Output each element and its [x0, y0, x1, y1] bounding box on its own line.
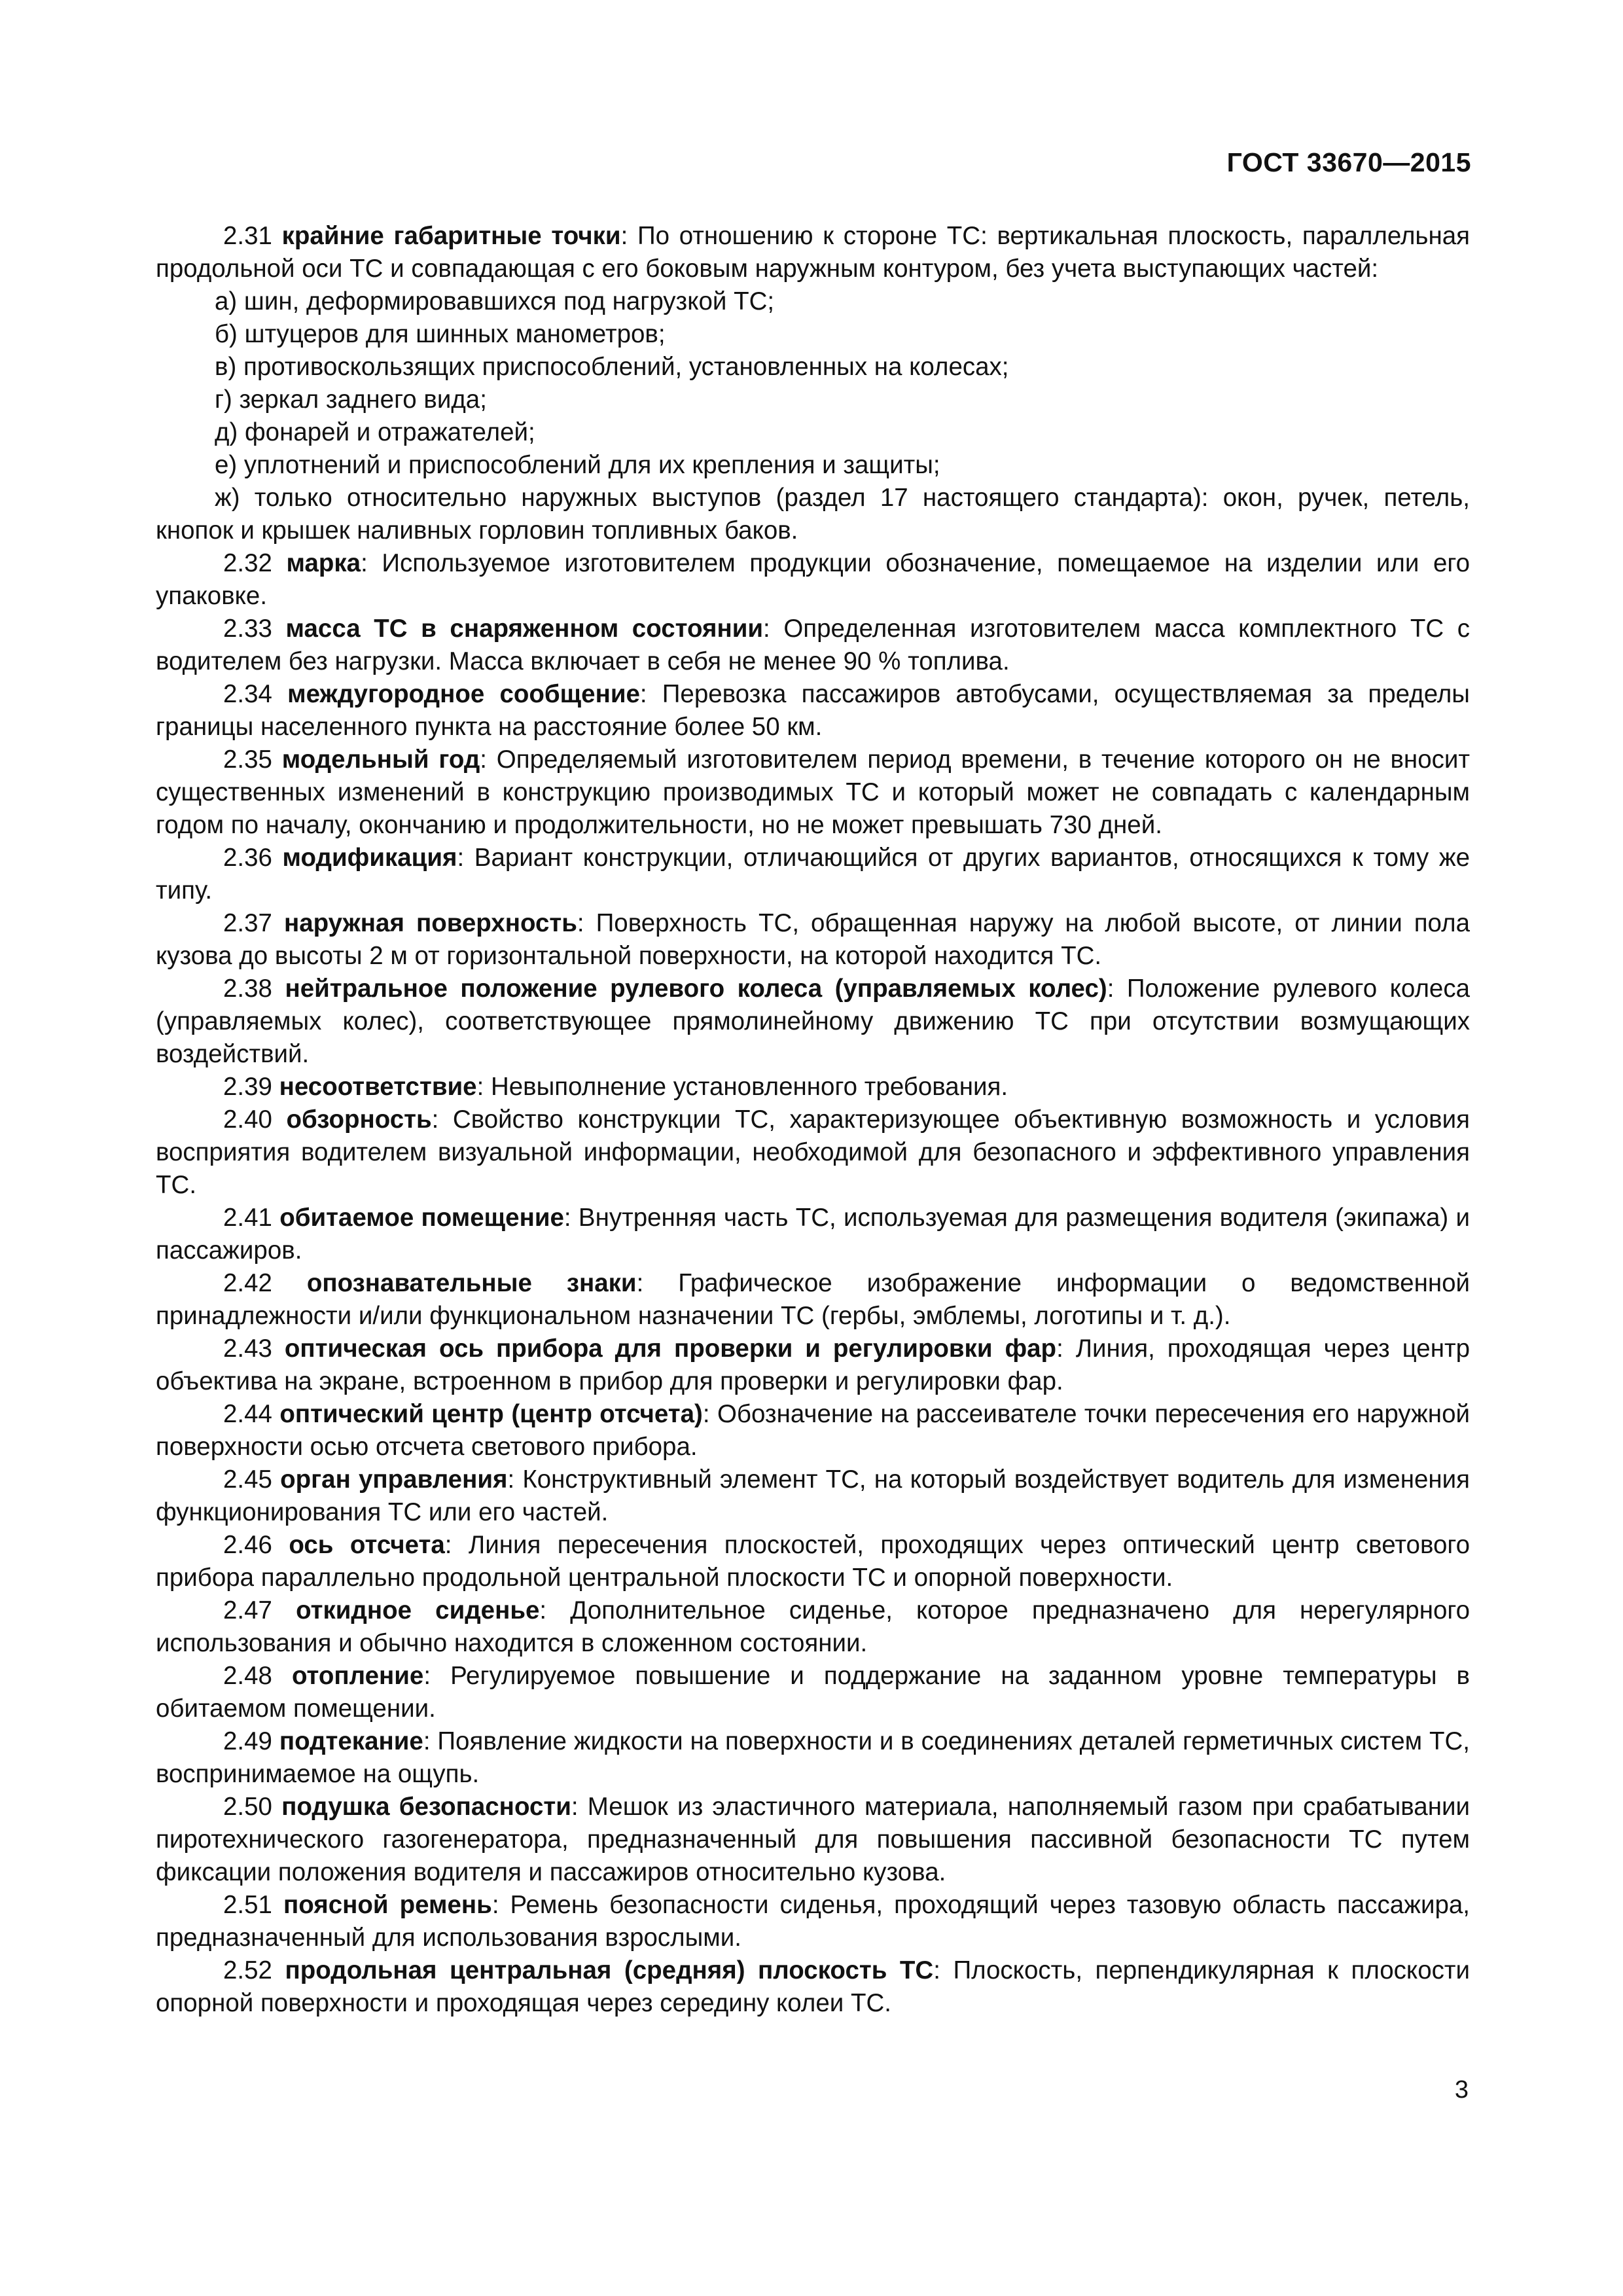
entry-number: 2.38	[223, 975, 272, 1003]
entry-term: опознавательные знаки	[306, 1269, 637, 1297]
entry-number: 2.34	[223, 680, 272, 708]
list-item: ж) только относительно наружных выступов (раздел 17 настоящего стандарта): окон, ручек, петель, кнопок и крышек наливных горловин топливных баков.	[156, 484, 1470, 545]
entry-definition: : Свойство конструкции ТС, характеризующее объективную возможность и условия восприятия водителем визуальной информации, необходимой для безопасного и эффективного управления ТС.	[156, 1105, 1470, 1199]
entry-definition: : Дополнительное сиденье, которое предназначено для нерегулярного использования и обычно находится в сложенном состоянии.	[156, 1596, 1470, 1657]
term-entry	[156, 547, 1470, 613]
entry-term: подтекание	[279, 1727, 423, 1755]
term-entry	[156, 842, 1470, 907]
entry-definition: : Перевозка пассажиров автобусами, осуществляемая за пределы границы населенного пункта на расстояние более 50 км.	[156, 680, 1470, 741]
term-entry	[156, 220, 1470, 285]
list-item: б) штуцеров для шинных манометров;	[215, 320, 666, 348]
entry-term: нейтральное положение рулевого колеса (управляемых колес)	[285, 975, 1107, 1003]
entry-definition: : Внутренняя часть ТС, используемая для размещения водителя (экипажа) и пассажиров.	[156, 1204, 1470, 1265]
list-item: а) шин, деформировавшихся под нагрузкой ТС;	[215, 287, 775, 315]
entry-definition: : Линия пересечения плоскостей, проходящих через оптический центр светового прибора параллельно продольной центральной плоскости ТС и опорной поверхности.	[156, 1531, 1470, 1592]
term-entry	[156, 1529, 1470, 1594]
term-entry	[156, 1267, 1470, 1333]
document-body	[156, 220, 1470, 2020]
term-entry	[156, 1725, 1470, 1791]
document-header: ГОСТ 33670—2015	[1226, 147, 1471, 177]
list-item: в) противоскользящих приспособлений, установленных на колесах;	[215, 353, 1009, 381]
entry-term: марка	[286, 549, 361, 577]
entry-number: 2.48	[223, 1662, 272, 1690]
entry-number: 2.52	[223, 1956, 272, 1984]
term-entry	[156, 678, 1470, 744]
entry-definition: : Плоскость, перпендикулярная к плоскости опорной поверхности и проходящая через середину колеи ТС.	[156, 1956, 1470, 2017]
entry-definition: : Положение рулевого колеса (управляемых колес), соответствующее прямолинейному движению ТС при отсутствии возмущающих воздействий.	[156, 975, 1471, 1068]
term-entry	[156, 1202, 1470, 1267]
entry-term: обитаемое помещение	[279, 1204, 564, 1232]
entry-term: модельный год	[281, 745, 480, 774]
page-number: 3	[1454, 2076, 1469, 2104]
entry-number: 2.47	[223, 1596, 272, 1624]
entry-number: 2.36	[223, 844, 272, 872]
entry-number: 2.44	[223, 1400, 272, 1428]
entry-term: несоответствие	[279, 1073, 477, 1101]
entry-definition: : Ремень безопасности сиденья, проходящий через тазовую область пассажира, предназначенный для использования взрослыми.	[156, 1891, 1470, 1952]
entry-definition: : Конструктивный элемент ТС, на который воздействует водитель для изменения функционирования ТС или его частей.	[156, 1465, 1470, 1526]
entry-number: 2.35	[223, 745, 272, 774]
entry-number: 2.46	[223, 1531, 272, 1559]
entry-term: обзорность	[286, 1105, 432, 1134]
entry-number: 2.49	[223, 1727, 272, 1755]
entry-number: 2.42	[223, 1269, 272, 1297]
list-item: е) уплотнений и приспособлений для их крепления и защиты;	[215, 451, 940, 479]
term-entry	[156, 1889, 1470, 1954]
entry-definition: : Поверхность ТС, обращенная наружу на любой высоте, от линии пола кузова до высоты 2 м от горизонтальной поверхности, на которой находится ТС.	[156, 909, 1470, 970]
entry-term: междугородное сообщение	[287, 680, 640, 708]
term-entry	[156, 907, 1470, 973]
term-entry	[156, 744, 1470, 842]
term-entry	[156, 1660, 1470, 1725]
list-item: д) фонарей и отражателей;	[215, 418, 535, 446]
term-entry	[156, 1103, 1470, 1202]
term-entry	[156, 613, 1470, 678]
entry-term: модификация	[282, 844, 457, 872]
term-entry	[156, 973, 1470, 1071]
entry-number: 2.32	[223, 549, 272, 577]
entry-definition: : Появление жидкости на поверхности и в соединениях деталей герметичных систем ТС, воспринимаемое на ощупь.	[156, 1727, 1470, 1788]
entry-term: откидное сиденье	[296, 1596, 540, 1624]
entry-definition: : Линия, проходящая через центр объектива на экране, встроенном в прибор для проверки и регулировки фар.	[156, 1335, 1470, 1395]
entry-term: орган управления	[280, 1465, 508, 1494]
entry-definition: : Графическое изображение информации о ведомственной принадлежности и/или функциональном назначении ТС (гербы, эмблемы, логотипы и т. д.).	[156, 1269, 1471, 1330]
entry-number: 2.33	[223, 615, 272, 643]
entry-definition: : Обозначение на рассеивателе точки пересечения его наружной поверхности осью отсчета светового прибора.	[156, 1400, 1470, 1461]
entry-number: 2.43	[223, 1335, 272, 1363]
entry-term: оптический центр (центр отсчета)	[279, 1400, 703, 1428]
term-entries	[156, 547, 1470, 2020]
term-entry	[156, 1071, 1470, 1103]
entry-number: 2.40	[223, 1105, 272, 1134]
entry-definition: : Используемое изготовителем продукции обозначение, помещаемое на изделии или его упаковке.	[156, 549, 1470, 610]
entry-definition: : Вариант конструкции, отличающийся от других вариантов, относящихся к тому же типу.	[156, 844, 1470, 905]
entry-definition: : Определяемый изготовителем период времени, в течение которого он не вносит существенных изменений в конструкцию производимых ТС и который может не совпадать с календарным годом по началу, окончанию и продолжительности, но не может превышать 730 дней.	[156, 745, 1470, 839]
term-entry	[156, 1333, 1470, 1398]
entry-number: 2.37	[223, 909, 272, 937]
entry-term: оптическая ось прибора для проверки и регулировки фар	[284, 1335, 1057, 1363]
entry-number: 2.39	[223, 1073, 272, 1101]
term-entry	[156, 1398, 1470, 1463]
entry-term: масса ТС в снаряженном состоянии	[285, 615, 764, 643]
entry-number: 2.41	[223, 1204, 272, 1232]
entry-term: крайние габаритные точки	[281, 222, 621, 250]
term-entry	[156, 1594, 1470, 1660]
entry-term: продольная центральная (средняя) плоскость ТС	[285, 1956, 934, 1984]
entry-definition: : Мешок из эластичного материала, наполняемый газом при срабатывании пиротехнического газогенератора, предназначенный для повышения пассивной безопасности ТС путем фиксации положения водителя и пассажиров относительно кузова.	[156, 1793, 1470, 1886]
term-entry	[156, 1954, 1470, 2020]
list-item: г) зеркал заднего вида;	[215, 386, 487, 414]
entry-definition: : Регулируемое повышение и поддержание на заданном уровне температуры в обитаемом помещении.	[156, 1662, 1470, 1723]
entry-number: 2.45	[223, 1465, 272, 1494]
entry-term: отопление	[291, 1662, 424, 1690]
term-entry	[156, 1791, 1470, 1889]
entry-number: 2.51	[223, 1891, 272, 1919]
entry-definition: : По отношению к стороне ТС: вертикальная плоскость, параллельная продольной оси ТС и совпадающая с его боковым наружным контуром, без учета выступающих частей:	[156, 222, 1471, 283]
entry-term: подушка безопасности	[281, 1793, 571, 1821]
entry-definition: : Невыполнение установленного требования.	[476, 1073, 1008, 1101]
entry-term: ось отсчета	[289, 1531, 445, 1559]
entry-number: 2.31	[223, 222, 272, 250]
entry-term: наружная поверхность	[283, 909, 577, 937]
entry-term: поясной ремень	[283, 1891, 492, 1919]
entry-definition: : Определенная изготовителем масса комплектного ТС с водителем без нагрузки. Масса включает в себя не менее 90 % топлива.	[156, 615, 1470, 675]
term-entry	[156, 1463, 1470, 1529]
entry-number: 2.50	[223, 1793, 272, 1821]
